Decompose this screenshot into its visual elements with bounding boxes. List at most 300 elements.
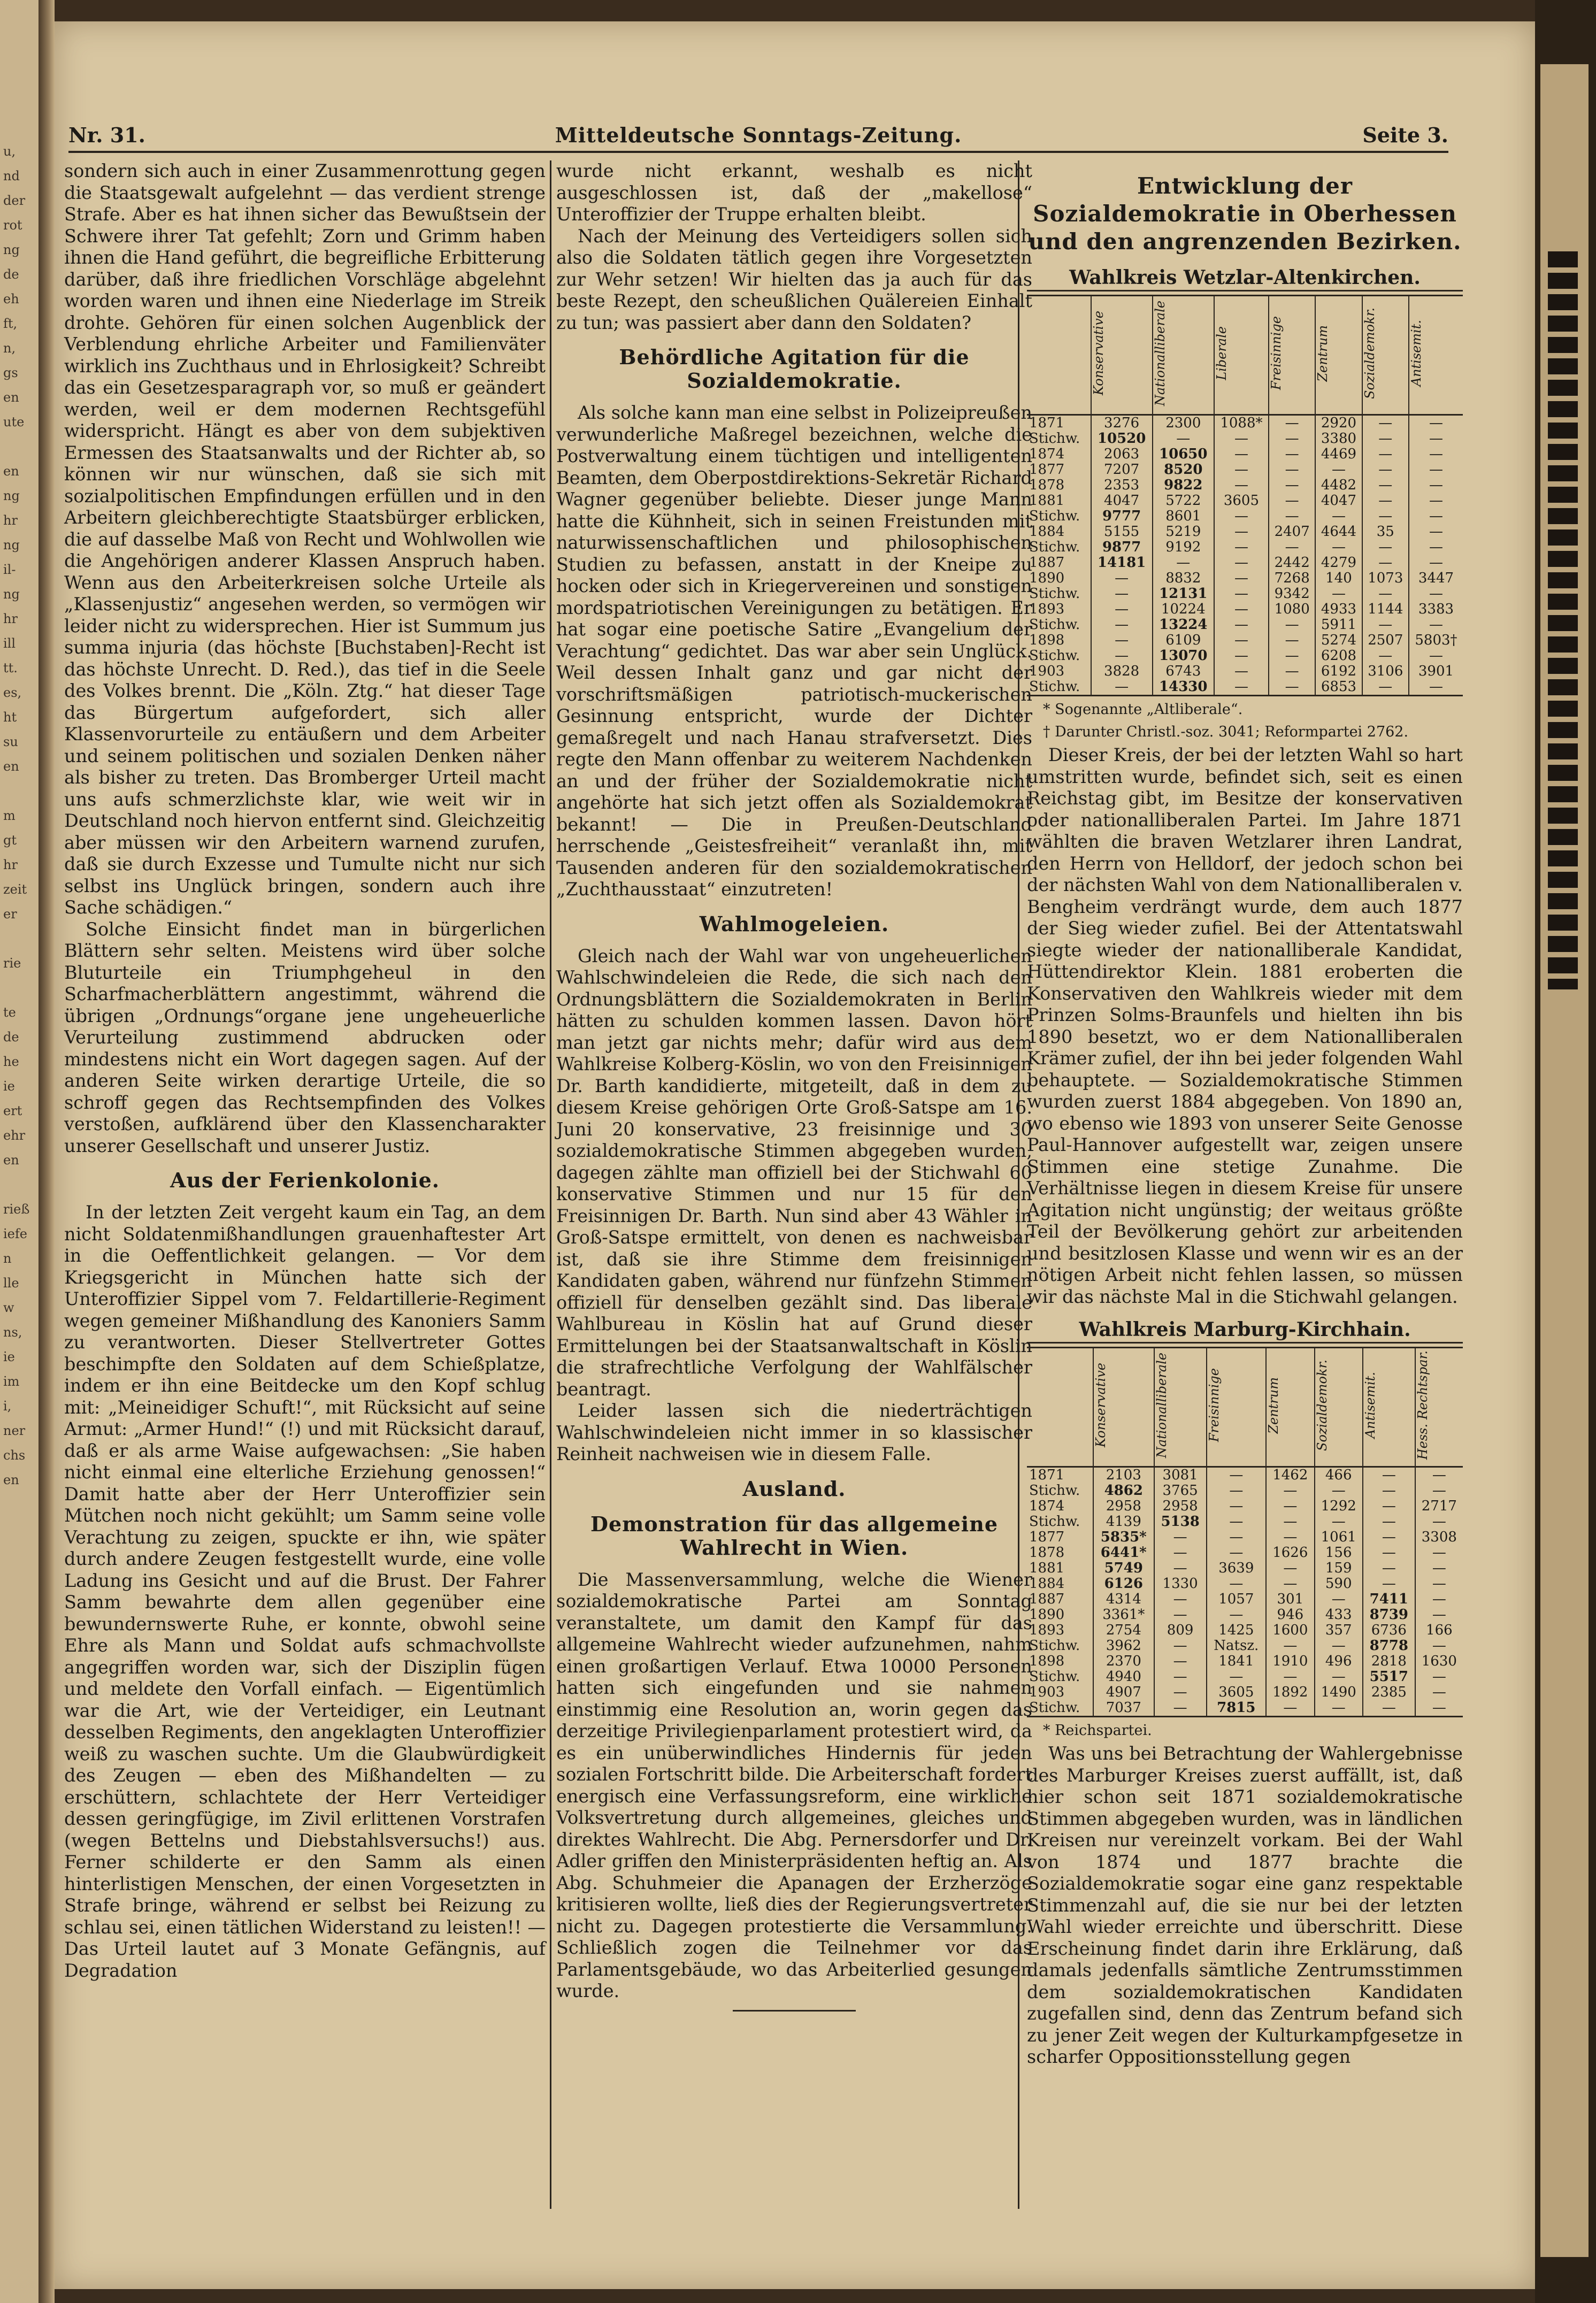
table-cell: — xyxy=(1214,524,1269,540)
table-cell: — xyxy=(1153,555,1214,571)
table-row xyxy=(1027,1700,1463,1717)
table-cell: — xyxy=(1214,664,1269,679)
table-cell: — xyxy=(1091,633,1153,648)
column-header xyxy=(1027,1348,1093,1467)
fragment-line: en xyxy=(3,1472,19,1487)
table-caption: Wahlkreis Marburg-Kirchhain. xyxy=(1027,1317,1463,1344)
fragment-line xyxy=(3,1172,39,1197)
table-cell: — xyxy=(1154,1530,1207,1545)
table-row xyxy=(1027,1514,1463,1530)
table-cell: 4862 xyxy=(1093,1483,1154,1499)
fragment-line: hr xyxy=(3,611,18,626)
fragment-line: n xyxy=(3,1251,12,1266)
fragment-line: w xyxy=(3,1300,14,1315)
column-header xyxy=(1154,1348,1207,1467)
table-notes xyxy=(1027,701,1463,741)
table-row xyxy=(1027,1607,1463,1623)
column-header-label: Antisemit. xyxy=(1408,320,1424,387)
end-rule xyxy=(733,2010,856,2012)
fragment-line: en xyxy=(3,390,19,405)
table-cell: — xyxy=(1266,1483,1314,1499)
table-cell: 12131 xyxy=(1153,586,1214,602)
table-cell: — xyxy=(1214,540,1269,555)
column-header-label: Nationalliberale xyxy=(1154,1352,1169,1458)
table-cell: — xyxy=(1415,1607,1463,1623)
table-footnote: * Sogenannte „Altliberale“. xyxy=(1043,701,1243,718)
table-cell: 5835* xyxy=(1093,1530,1154,1545)
table-cell: 3106 xyxy=(1362,664,1409,679)
table-cell: — xyxy=(1266,1638,1314,1654)
table-cell: 10224 xyxy=(1153,602,1214,617)
table-cell: — xyxy=(1315,540,1362,555)
table-cell: — xyxy=(1207,1576,1267,1592)
table-cell: — xyxy=(1154,1592,1207,1607)
column-header-label: Freisinnige xyxy=(1269,316,1284,390)
table-cell: 3605 xyxy=(1214,493,1269,509)
table-cell: 4907 xyxy=(1093,1685,1154,1700)
table-cell: 6441* xyxy=(1093,1545,1154,1561)
table-cell: — xyxy=(1154,1638,1207,1654)
table-cell: 1887 xyxy=(1029,1591,1065,1607)
table-cell: — xyxy=(1362,555,1409,571)
fragment-line: rieß xyxy=(3,1202,30,1217)
table-cell: — xyxy=(1269,633,1315,648)
table-cell: 2818 xyxy=(1363,1654,1415,1669)
table-cell: 6192 xyxy=(1315,664,1362,679)
table-cell: 7207 xyxy=(1091,462,1153,478)
table-cell: — xyxy=(1363,1467,1415,1484)
table-cell: 2370 xyxy=(1093,1654,1154,1669)
table-cell: — xyxy=(1409,493,1463,509)
table-cell: 1630 xyxy=(1415,1654,1463,1669)
table-cell: — xyxy=(1269,617,1315,633)
table-notes xyxy=(1027,1722,1463,1740)
table-cell: — xyxy=(1154,1561,1207,1576)
column-header xyxy=(1409,296,1463,415)
table-cell: — xyxy=(1363,1700,1415,1717)
table-cell: 357 xyxy=(1315,1623,1363,1638)
table-cell: Stichw. xyxy=(1029,1638,1080,1654)
table-cell: 1877 xyxy=(1029,462,1065,478)
table-cell: — xyxy=(1207,1514,1267,1530)
fragment-line: lle xyxy=(3,1276,19,1291)
table-cell: Stichw. xyxy=(1027,1700,1093,1717)
table-cell: — xyxy=(1362,415,1409,432)
book-gutter xyxy=(39,0,55,2303)
fragment-line: ie xyxy=(3,1349,15,1364)
table-cell: — xyxy=(1269,540,1315,555)
previous-page-text-fragments xyxy=(0,0,39,1517)
table-cell: 3276 xyxy=(1091,415,1153,432)
previous-page-edge xyxy=(0,0,41,2303)
fragment-line: hr xyxy=(3,857,18,872)
table-cell: — xyxy=(1214,679,1269,696)
table-cell: 1890 xyxy=(1029,1607,1065,1623)
table-row xyxy=(1027,602,1463,617)
binding-pattern xyxy=(1548,251,1578,989)
table-cell: — xyxy=(1207,1530,1267,1545)
table-cell: 1088* xyxy=(1214,415,1269,432)
table-cell: 3380 xyxy=(1315,431,1362,447)
table-cell: — xyxy=(1207,1467,1267,1484)
table-cell: 2407 xyxy=(1269,524,1315,540)
table-cell: — xyxy=(1266,1514,1314,1530)
table-cell: 140 xyxy=(1315,571,1362,586)
table-cell: — xyxy=(1269,509,1315,524)
table-cell: — xyxy=(1091,571,1153,586)
fragment-line: ner xyxy=(3,1423,26,1438)
table-cell: — xyxy=(1207,1545,1267,1561)
table-cell: — xyxy=(1409,679,1463,696)
table-cell: 2353 xyxy=(1091,478,1153,493)
fragment-line: ill xyxy=(3,636,16,651)
table-cell: 4047 xyxy=(1091,493,1153,509)
table-cell: 1841 xyxy=(1207,1654,1267,1669)
fragment-line: ng xyxy=(3,242,20,257)
table-cell: 3383 xyxy=(1409,602,1463,617)
table-cell: 9822 xyxy=(1153,478,1214,493)
table-cell: 5274 xyxy=(1315,633,1362,648)
table-cell: — xyxy=(1269,478,1315,493)
table-cell: Stichw. xyxy=(1029,1514,1080,1530)
table-cell: 9777 xyxy=(1091,509,1153,524)
paragraph: Leider lassen sich die niederträchtigen Wahlschwindeleien nicht immer in so klassischer Reinheit nachweisen wie in diesem Falle. xyxy=(556,1400,1032,1464)
table-row xyxy=(1027,1483,1463,1499)
table-cell: 466 xyxy=(1315,1467,1363,1484)
table-row xyxy=(1027,478,1463,493)
table-cell: — xyxy=(1214,478,1269,493)
table-cell: 1330 xyxy=(1154,1576,1207,1592)
table-cell: 2385 xyxy=(1363,1685,1415,1700)
table-cell: — xyxy=(1269,431,1315,447)
column-header-label: Sozialdemokr. xyxy=(1314,1360,1330,1451)
table-cell: — xyxy=(1154,1669,1207,1685)
table-cell: — xyxy=(1409,524,1463,540)
table-row xyxy=(1027,1530,1463,1545)
fragment-line: ng xyxy=(3,488,20,503)
column-header xyxy=(1269,296,1315,415)
table-cell: 4279 xyxy=(1315,555,1362,571)
table-cell: 1600 xyxy=(1266,1623,1314,1638)
fragment-line: he xyxy=(3,1054,19,1069)
table-cell: — xyxy=(1362,509,1409,524)
table-cell: — xyxy=(1409,462,1463,478)
column-header-label: Sozialdemokr. xyxy=(1362,308,1377,399)
table-row xyxy=(1027,571,1463,586)
table-cell: — xyxy=(1214,586,1269,602)
table-cell: 4469 xyxy=(1315,447,1362,462)
page-number: Seite 3. xyxy=(1362,123,1448,147)
table-row xyxy=(1027,540,1463,555)
column-header-label: Zentrum xyxy=(1315,325,1331,382)
table-cell: 2103 xyxy=(1093,1467,1154,1484)
fragment-line: en xyxy=(3,759,19,774)
column-rule xyxy=(550,160,551,2209)
paragraph: Solche Einsicht findet man in bürgerlichen Blättern sehr selten. Meistens wird über solche Bluturteile ein Triumphgeheul in den Scharfmacherblättern angestimmt, während die übrigen „Ordnungs“organe jene ungeheuerliche Verurteilung zustimmend abdrucken oder mindestens nicht ein Wort dagegen sagen. Auf der anderen Seite wirken derartige Urteile, die so schroff gegen das Rechtsempfinden des Volkes verstoßen, aufklärend über den Klassencharakter unserer Gesellschaft und unserer Justiz. xyxy=(64,918,546,1156)
fragment-line: gt xyxy=(3,833,17,848)
column-header xyxy=(1091,296,1153,415)
column-header-label: Konservative xyxy=(1091,311,1106,396)
fragment-line: ng xyxy=(3,538,20,552)
table-cell: — xyxy=(1214,431,1269,447)
table-cell: 2958 xyxy=(1154,1499,1207,1514)
fragment-line: tt. xyxy=(3,661,18,675)
table-cell: 496 xyxy=(1315,1654,1363,1669)
fragment-line: nd xyxy=(3,168,20,183)
column-header xyxy=(1153,296,1214,415)
table-cell: — xyxy=(1154,1545,1207,1561)
table-cell: 1871 xyxy=(1029,1467,1065,1483)
column-header xyxy=(1362,296,1409,415)
table-cell: 2920 xyxy=(1315,415,1362,432)
table-cell: — xyxy=(1363,1561,1415,1576)
fragment-line: de xyxy=(3,1030,19,1045)
table-cell: 4139 xyxy=(1093,1514,1154,1530)
table-cell: 1892 xyxy=(1266,1685,1314,1700)
fragment-line: ht xyxy=(3,710,17,725)
table-cell: Stichw. xyxy=(1027,679,1091,696)
table-cell: 1903 xyxy=(1029,663,1065,679)
fragment-line: u, xyxy=(3,144,16,159)
paragraph: Die Massenversammlung, welche die Wiener sozialdemokratische Partei am Sonntag veranstaltete, um damit den Kampf für das allgemeine Wahlrecht wieder aufzunehmen, nahm einen großartigen Verlauf. Etwa 10000 Personen hatten sich eingefunden und sie nahmen einstimmig eine Resolution an, worin gegen das derzeitige Privilegienparlament protestiert wird, da es ein unüberwindliches Hindernis für jeden sozialen Fortschritt bilde. Die Arbeiterschaft fordert energisch eine Verfassungsreform, eine wirkliche Volksvertretung durch allgemeines, gleiches und direktes Wahlrecht. Die Abg. Pernersdorfer und Dr. Adler griffen den Ministerpräsidenten heftig an. Als Abg. Schuhmeier die Apanagen der Erzherzöge kritisieren wollte, ließ dies der Regierungsvertreter nicht zu. Dagegen protestierte die Versammlung. Schließlich zogen die Teilnehmer vor das Parlamentsgebäude, wo das Arbeiterlied gesungen wurde. xyxy=(556,1569,1032,2001)
table-cell: — xyxy=(1409,509,1463,524)
table-cell: — xyxy=(1415,1467,1463,1484)
table-cell: — xyxy=(1207,1607,1267,1623)
table-cell: 35 xyxy=(1362,524,1409,540)
table-cell: — xyxy=(1415,1545,1463,1561)
table-cell: 8601 xyxy=(1153,509,1214,524)
table-cell: — xyxy=(1214,447,1269,462)
table-cell: — xyxy=(1269,679,1315,696)
table-row xyxy=(1027,555,1463,571)
table-cell: Stichw. xyxy=(1029,586,1080,602)
table-cell: — xyxy=(1266,1700,1314,1717)
table-cell: — xyxy=(1154,1654,1207,1669)
table-row xyxy=(1027,679,1463,696)
table-caption: Wahlkreis Wetzlar-Altenkirchen. xyxy=(1027,265,1463,291)
election-table-marburg xyxy=(1027,1347,1463,1717)
table-cell: Stichw. xyxy=(1029,648,1080,664)
table-cell: — xyxy=(1214,633,1269,648)
table-row xyxy=(1027,586,1463,602)
table-cell: — xyxy=(1269,447,1315,462)
table-cell: 3361* xyxy=(1093,1607,1154,1623)
table-row xyxy=(1027,1499,1463,1514)
table-cell: Stichw. xyxy=(1029,1483,1080,1499)
table-cell: — xyxy=(1362,447,1409,462)
table-cell: 1626 xyxy=(1266,1545,1314,1561)
table-cell: 2063 xyxy=(1091,447,1153,462)
newspaper-title: Mitteldeutsche Sonntags-Zeitung. xyxy=(555,123,962,147)
table-cell: — xyxy=(1207,1669,1267,1685)
table-cell: — xyxy=(1415,1592,1463,1607)
table-cell: — xyxy=(1091,586,1153,602)
table-cell: — xyxy=(1362,679,1409,696)
table-cell: 166 xyxy=(1415,1623,1463,1638)
table-row xyxy=(1027,1592,1463,1607)
table-cell: 301 xyxy=(1266,1592,1314,1607)
fragment-line: hr xyxy=(3,513,18,528)
table-cell: Stichw. xyxy=(1029,508,1080,524)
table-cell: 590 xyxy=(1315,1576,1363,1592)
page-header xyxy=(68,119,1448,153)
fragment-line: i, xyxy=(3,1399,12,1414)
table-row xyxy=(1027,493,1463,509)
table-cell: 5138 xyxy=(1154,1514,1207,1530)
table-cell: 1898 xyxy=(1029,632,1065,648)
table-cell: 433 xyxy=(1315,1607,1363,1623)
table-cell: 1881 xyxy=(1029,493,1065,509)
column-header-label: Antisemit. xyxy=(1362,1372,1378,1439)
table-cell: 13070 xyxy=(1153,648,1214,664)
column-header-label: Hess. Rechtspar. xyxy=(1415,1350,1430,1460)
fragment-line: ie xyxy=(3,1079,15,1094)
section-heading: Behördliche Agitation für die Sozialdemokratie. xyxy=(619,345,970,393)
fragment-line: te xyxy=(3,1005,16,1020)
fragment-line: eh xyxy=(3,291,19,306)
fragment-line: ert xyxy=(3,1103,22,1118)
table-footnote: * Reichspartei. xyxy=(1043,1722,1152,1739)
table-row xyxy=(1027,633,1463,648)
paragraph: In der letzten Zeit vergeht kaum ein Tag, an dem nicht Soldatenmißhandlungen grauenhaftester Art in die Oeffentlichkeit gelangen. — Vor dem Kriegsgericht in München hatte sich der Unteroffizier Sippel vom 7. Feldartillerie-Regiment wegen gemeiner Mißhandlung des Kanoniers Samm zu verantworten. Dieser Stellvertreter Gottes beschimpfte den Soldaten auf dem Schießplatze, indem er ihn eine Beitdecke um den Kopf schlug mit: „Meineidiger Schuft!“, mit Rücksicht auf seine Armut: „Armer Hund!“ (!) und mit Rücksicht darauf, daß er als arme Waise aufgewachsen: „Sie haben nicht einmal eine elterliche Erziehung genossen!“ Damit hatte aber der Herr Unteroffizier sein Mütchen noch nicht gekühlt; um Samm seine volle Verachtung zu zeigen, spuckte er ihn, wie später durch andere Zeugen festgestellt wurde, eine volle Ladung ins Gesicht und auf die Brust. Der Fahrer Samm bewahrte dem allen gegenüber eine bewundernswerte Ruhe, er konnte, obwohl seine Ehre als Mann und Soldat aufs schmachvollste angegriffen worden war, sich der Disziplin fügen und meldete den Vorfall einfach. — Eigentümlich war die Art, wie der Verteidiger, ein Leutnant desselben Regiments, den angeklagten Unteroffizier weiß zu waschen suchte. Um die Glaubwürdigkeit des Zeugen — eben des Mißhandelten — zu erschüttern, schlachtete der Herr Verteidiger dessen geringfügige, im Zivil erlittenen Vorstrafen (wegen Bettelns und Diebstahlsversuchs!) aus. Ferner schilderte er den Samm als einen hinterlistigen Menschen, der einen Vorgesetzten in Strafe bringe, während er selbst bei Reizung zu schlau sei, einen tätlichen Widerstand zu leisten!! — Das Urteil lautet auf 3 Monate Gefängnis, auf Degradation xyxy=(64,1202,546,1981)
table-row xyxy=(1027,1576,1463,1592)
table-cell: — xyxy=(1091,617,1153,633)
table-cell: — xyxy=(1315,462,1362,478)
table-row xyxy=(1027,1467,1463,1484)
table-cell: — xyxy=(1409,478,1463,493)
table-cell: — xyxy=(1266,1499,1314,1514)
fragment-line: su xyxy=(3,734,18,749)
table-cell: — xyxy=(1091,602,1153,617)
table-cell: 4047 xyxy=(1315,493,1362,509)
table-cell: — xyxy=(1409,540,1463,555)
table-cell: — xyxy=(1363,1530,1415,1545)
table-cell: 1910 xyxy=(1266,1654,1314,1669)
table-cell: 7815 xyxy=(1207,1700,1267,1717)
table-cell: — xyxy=(1154,1685,1207,1700)
table-cell: 5749 xyxy=(1093,1561,1154,1576)
table-cell: 1874 xyxy=(1029,1498,1065,1514)
table-cell: 4940 xyxy=(1093,1669,1154,1685)
table-cell: — xyxy=(1153,431,1214,447)
table-cell: 4314 xyxy=(1093,1592,1154,1607)
table-cell: 3605 xyxy=(1207,1685,1267,1700)
table-footnote: † Darunter Christl.-soz. 3041; Reformpartei 2762. xyxy=(1043,724,1409,740)
fragment-line: rie xyxy=(3,956,21,971)
paragraph: wurde nicht erkannt, weshalb es nicht ausgeschlossen ist, daß der „makellose“ Unteroffizier der Truppe erhalten bleibt. xyxy=(556,160,1032,225)
column-3 xyxy=(1027,160,1463,2068)
column-header xyxy=(1315,296,1362,415)
table-cell: 7268 xyxy=(1269,571,1315,586)
table-cell: 1871 xyxy=(1029,415,1065,431)
table-row xyxy=(1027,462,1463,478)
column-1 xyxy=(64,160,546,1982)
table-cell: 2958 xyxy=(1093,1499,1154,1514)
fragment-line: ute xyxy=(3,414,25,429)
table-row xyxy=(1027,1685,1463,1700)
table-cell: — xyxy=(1266,1669,1314,1685)
table-cell: 3639 xyxy=(1207,1561,1267,1576)
table-cell: — xyxy=(1409,586,1463,602)
table-cell: — xyxy=(1415,1561,1463,1576)
fragment-line: er xyxy=(3,907,17,922)
table-cell: 8520 xyxy=(1153,462,1214,478)
table-cell: — xyxy=(1363,1483,1415,1499)
table-cell: 2717 xyxy=(1415,1499,1463,1514)
column-header-label: Freisinnige xyxy=(1206,1368,1222,1442)
table-cell: — xyxy=(1214,555,1269,571)
paragraph: Als solche kann man eine selbst in Polizeipreußen verwunderliche Maßregel bezeichnen, welche die Postverwaltung einem tüchtigen und intelligenten Beamten, dem Oberpostdirektions-Sekretär Richard Wagner gegenüber beliebte. Dieser junge Mann hatte die Kühnheit, sich in seinen Freistunden mit naturwissenschaftlichen und philosophischen Studien zu befassen, anstatt in der Kneipe zu hocken oder sich in Kriegervereinen und sonstigen mordspatriotischen Vereinigungen zu betätigen. Er hat sogar eine poetische Satire „Evangelium der Verachtung“ gedichtet. Das war aber sein Unglück. Weil dessen Inhalt ganz und gar nicht der vorschriftsmäßigen patriotisch-muckerischen Gesinnung entspricht, wurde der Dichter gemaßregelt und nach Hanau strafversetzt. Dies regte den Mann offenbar zu weiterem Nachdenken an und der früher der Sozialdemokratie nicht angehörte hat sich jetzt offen als Sozialdemokrat bekannt! — Die in Preußen-Deutschland herrschende „Geistesfreiheit“ veranlaßt ihn, mit Tausenden anderen für den sozialdemokratischen „Zuchthausstaat“ einzutreten! xyxy=(556,402,1032,900)
table-cell: 4644 xyxy=(1315,524,1362,540)
table-cell: — xyxy=(1315,1669,1363,1685)
table-row xyxy=(1027,431,1463,447)
table-cell: 8739 xyxy=(1363,1607,1415,1623)
table-cell: 1884 xyxy=(1029,524,1065,540)
table-cell: 1903 xyxy=(1029,1684,1065,1700)
table-cell: 2754 xyxy=(1093,1623,1154,1638)
fragment-line xyxy=(3,926,39,951)
table-cell: — xyxy=(1315,1592,1363,1607)
table-cell: — xyxy=(1409,415,1463,432)
table-cell: 1893 xyxy=(1029,1622,1065,1638)
table-cell: — xyxy=(1415,1700,1463,1717)
table-cell: 809 xyxy=(1154,1623,1207,1638)
table-row xyxy=(1027,524,1463,540)
table-cell: 1874 xyxy=(1029,446,1065,462)
table-cell: — xyxy=(1091,648,1153,664)
table-row xyxy=(1027,415,1463,432)
table-cell: Stichw. xyxy=(1029,1669,1080,1685)
table-cell: — xyxy=(1214,617,1269,633)
table-cell: 1890 xyxy=(1029,570,1065,586)
fragment-line: rot xyxy=(3,218,22,233)
table-cell: — xyxy=(1409,648,1463,664)
table-cell: — xyxy=(1415,1685,1463,1700)
fragment-line: ft, xyxy=(3,316,18,331)
column-header xyxy=(1363,1348,1415,1467)
table-cell: 1881 xyxy=(1029,1560,1065,1576)
table-cell: — xyxy=(1415,1576,1463,1592)
table-cell: 2442 xyxy=(1269,555,1315,571)
table-cell: 1057 xyxy=(1207,1592,1267,1607)
table-cell: 14330 xyxy=(1153,679,1214,696)
paragraph: sondern sich auch in einer Zusammenrottung gegen die Staatsgewalt aufgelehnt — das verdient strenge Strafe. Aber es hat ihnen sicher das Bewußtsein der Schwere ihrer Tat gefehlt; Zorn und Grimm haben ihnen die Hand geführt, die begreifliche Erbitterung darüber, daß ihre friedlichen Vorschläge abgelehnt worden waren und ihnen eine Niederlage im Streik drohte. Gehören für einen solchen Augenblick der Verblendung ehrliche Arbeiter und Familienväter wirklich ins Zuchthaus und in Ehrlosigkeit? Schreibt das ein Gesetzesparagraph vor, so muß er geändert werden, weil er dem modernen Rechtsgefühl widerspricht. Hängt es aber von dem subjektiven Ermessen des Staatsanwalts und der Richter ab, so können wir nur wünschen, daß sie sich mit sozialpolitischen Empfindungen erfüllen und in den Arbeitern gleichberechtigte Staatsbürger erblicken, die auf dasselbe Maß von Recht und Wohlwollen wie die Angehörigen anderer Klassen Anspruch haben. Wenn aus den Arbeiterkreisen solche Urteile als „Klassenjustiz“ angesehen werden, so vermögen wir leider nicht zu widersprechen. Hier ist Summum jus summa injuria (das höchste [Buchstaben]-Recht ist das höchste Unrecht. D. Red.), das tief in die Seele des Volkes brennt. Die „Köln. Ztg.“ hat dieser Tage das Bürgertum aufgefordert, sich aller Klassenvorurteile zu entäußern und dem Arbeiter und seinem politischen und sozialen Denken näher als bisher zu treten. Das Bromberger Urteil macht uns aufs schmerzlichste klar, wie weit wir in Deutschland noch hiervon entfernt sind. Gleichzeitig aber müssen wir den Arbeitern warnend zurufen, daß sie durch Exzesse und Tumulte nicht nur sich selbst ins Unglück bringen, sondern auch ihre Sache schädigen.“ xyxy=(64,160,546,918)
table-cell: 946 xyxy=(1266,1607,1314,1623)
column-header-label: Liberale xyxy=(1214,326,1229,380)
table-cell: 6126 xyxy=(1093,1576,1154,1592)
column-header-label: Konservative xyxy=(1093,1363,1108,1448)
article-title: Entwicklung der Sozialdemokratie in Oberhessen und den angrenzenden Bezirken. xyxy=(1028,173,1462,255)
table-cell: 8832 xyxy=(1153,571,1214,586)
table-cell: 9877 xyxy=(1091,540,1153,555)
fragment-line: es, xyxy=(3,685,22,700)
table-cell: — xyxy=(1363,1576,1415,1592)
table-cell: 1462 xyxy=(1266,1467,1314,1484)
table-row xyxy=(1027,1669,1463,1685)
table-cell: — xyxy=(1315,1638,1363,1654)
table-cell: — xyxy=(1214,571,1269,586)
table-cell: — xyxy=(1362,462,1409,478)
table-row xyxy=(1027,1654,1463,1669)
column-header xyxy=(1315,1348,1363,1467)
fragment-line: ehr xyxy=(3,1128,26,1143)
table-cell: 4933 xyxy=(1315,602,1362,617)
table-row xyxy=(1027,509,1463,524)
issue-number: Nr. 31. xyxy=(68,123,145,147)
table-cell: — xyxy=(1315,509,1362,524)
fragment-line: chs xyxy=(3,1448,26,1463)
table-cell: — xyxy=(1269,462,1315,478)
